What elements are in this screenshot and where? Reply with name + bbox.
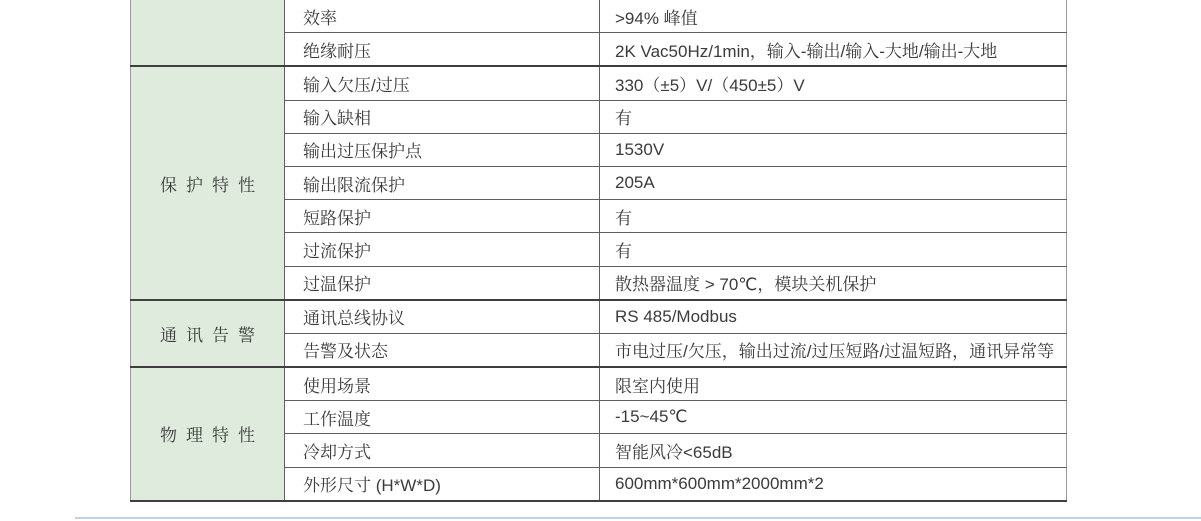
- value-cell: 智能风冷<65dB: [600, 434, 1067, 466]
- param-cell: 输入欠压/过压: [285, 67, 600, 99]
- table-row: [285, 233, 1067, 266]
- value-cell: 有: [600, 101, 1067, 133]
- param-cell: 短路保护: [285, 200, 600, 232]
- table-row: [285, 434, 1067, 467]
- value-cell: RS 485/Modbus: [600, 301, 1067, 333]
- param-cell: 外形尺寸 (H*W*D): [285, 468, 600, 500]
- value-cell: 有: [600, 200, 1067, 232]
- section-rows: [285, 0, 1067, 65]
- value-cell: 市电过压/欠压，输出过流/过压短路/过温短路，通讯异常等: [600, 334, 1067, 366]
- value-cell: >94% 峰值: [600, 0, 1067, 32]
- footer-accent-line: [75, 517, 1201, 519]
- category-label: 保护特性: [160, 175, 264, 195]
- section-rows: [285, 301, 1067, 366]
- table-row: [285, 368, 1067, 401]
- param-cell: 工作温度: [285, 401, 600, 433]
- param-cell: 过流保护: [285, 233, 600, 265]
- table-row: [285, 301, 1067, 334]
- value-cell: -15~45℃: [600, 401, 1067, 433]
- value-cell: 有: [600, 233, 1067, 265]
- category-label: 物理特性: [160, 426, 264, 446]
- table-row: [285, 67, 1067, 100]
- spec-section: [130, 0, 1067, 67]
- table-row: [285, 468, 1067, 500]
- param-cell: 通讯总线协议: [285, 301, 600, 333]
- table-row: [285, 334, 1067, 366]
- value-cell: 600mm*600mm*2000mm*2: [600, 468, 1067, 500]
- param-cell: 输出限流保护: [285, 167, 600, 199]
- section-rows: [285, 368, 1067, 500]
- value-cell: 330（±5）V/（450±5）V: [600, 67, 1067, 99]
- param-cell: 输入缺相: [285, 101, 600, 133]
- value-cell: 散热器温度 > 70℃，模块关机保护: [600, 267, 1067, 299]
- table-row: [285, 101, 1067, 134]
- category-label: 通讯告警: [160, 325, 264, 345]
- value-cell: 1530V: [600, 134, 1067, 166]
- value-cell: 限室内使用: [600, 368, 1067, 400]
- spec-section: [130, 301, 1067, 368]
- spec-section: [130, 368, 1067, 502]
- section-rows: [285, 67, 1067, 298]
- table-row: [285, 0, 1067, 33]
- table-row: [285, 200, 1067, 233]
- category-cell: [130, 368, 285, 500]
- value-cell: 2K Vac50Hz/1min，输入-输出/输入-大地/输出-大地: [600, 33, 1067, 65]
- value-cell: 205A: [600, 167, 1067, 199]
- category-cell: [130, 67, 285, 298]
- param-cell: 使用场景: [285, 368, 600, 400]
- param-cell: 冷却方式: [285, 434, 600, 466]
- category-cell: [130, 301, 285, 366]
- spec-table: [130, 0, 1067, 502]
- param-cell: 过温保护: [285, 267, 600, 299]
- param-cell: 输出过压保护点: [285, 134, 600, 166]
- table-row: [285, 134, 1067, 167]
- spec-section: [130, 67, 1067, 300]
- category-cell: [130, 0, 285, 65]
- table-row: [285, 401, 1067, 434]
- param-cell: 告警及状态: [285, 334, 600, 366]
- table-row: [285, 267, 1067, 299]
- param-cell: 效率: [285, 0, 600, 32]
- table-row: [285, 33, 1067, 65]
- param-cell: 绝缘耐压: [285, 33, 600, 65]
- table-row: [285, 167, 1067, 200]
